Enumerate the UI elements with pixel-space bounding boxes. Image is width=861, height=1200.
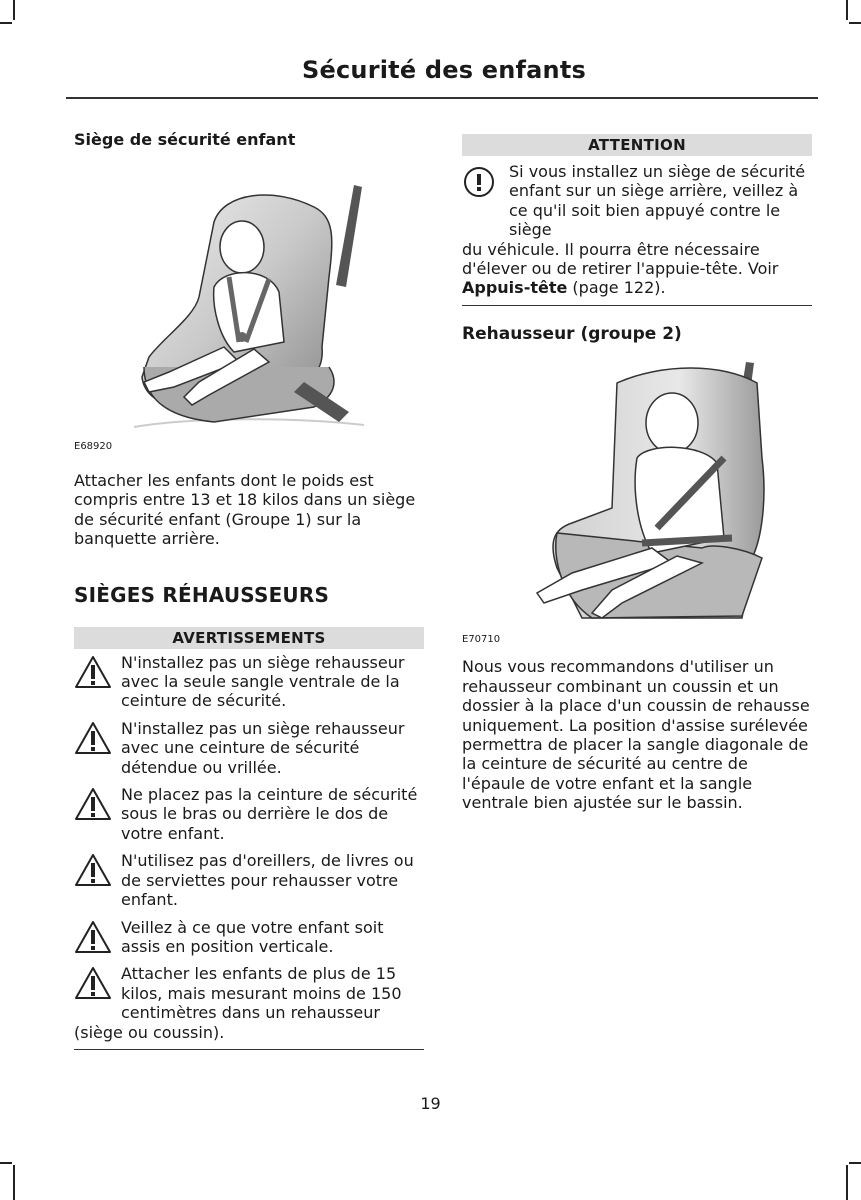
warning-item [74, 964, 424, 1042]
right-column [462, 134, 812, 813]
warning-item [74, 785, 424, 843]
child-seat-paragraph: Attacher les enfants dont le poids est compris entre 13 et 18 kilos dans un siège de sécurité enfant (Groupe 1) sur la banquette arrière. [74, 471, 416, 549]
crop-mark [846, 1165, 848, 1200]
headrest-reference-link[interactable]: Appuis-tête [462, 278, 568, 298]
section-title: SIÈGES RÉHAUSSEURS [74, 582, 330, 607]
attention-text-tail [462, 240, 812, 298]
booster-figure [462, 358, 812, 630]
warnings-header: AVERTISSEMENTS [74, 627, 424, 649]
crop-mark [849, 1162, 861, 1164]
attention-end-rule [462, 305, 812, 307]
figure-code: E68920 [74, 441, 113, 452]
crop-mark [0, 1162, 12, 1164]
crop-mark [846, 0, 848, 20]
crop-mark [849, 22, 861, 24]
booster-seat-illustration [462, 358, 812, 630]
warning-text: Veillez à ce que votre enfant soit assis en position verticale. [121, 917, 384, 956]
child-seat-illustration [74, 167, 424, 437]
attention-text: Si vous installez un siège de sécurité enfant sur un siège arrière, veillez à ce qu'il soit bien appuyé contre le siège [509, 162, 806, 240]
title-rule [66, 97, 818, 99]
warning-text: Ne placez pas la ceinture de sécurité sous le bras ou derrière le dos de votre enfant. [121, 785, 418, 843]
warning-text: N'utilisez pas d'oreillers, de livres ou de serviettes pour rehausser votre enfant. [121, 851, 414, 910]
warning-triangle-icon [74, 966, 112, 1000]
warnings-end-rule [74, 1049, 424, 1051]
crop-mark [13, 1165, 15, 1200]
warning-text: Attacher les enfants de plus de 15 kilos, mais mesurant moins de 150 centimètres dans un rehausseur [121, 964, 402, 1023]
crop-mark [0, 22, 12, 24]
warning-triangle-icon [74, 721, 112, 755]
warning-text: N'installez pas un siège rehausseur avec la seule sangle ventrale de la ceinture de sécurité. [121, 652, 405, 711]
warning-triangle-icon [74, 655, 112, 689]
left-column [74, 130, 424, 1050]
warning-item [74, 653, 424, 711]
warning-text: N'installez pas un siège rehausseur avec une ceinture de sécurité détendue ou vrillée. [121, 718, 405, 777]
warning-text-tail: (siège ou coussin). [74, 1022, 225, 1042]
attention-header: ATTENTION [462, 134, 812, 156]
warning-item [74, 918, 424, 957]
crop-mark [13, 0, 15, 20]
booster-paragraph: Nous vous recommandons d'utiliser un rehausseur combinant un coussin et un dossier à la place d'un coussin de rehausse uniquement. La position d'assise surélevée permettra de placer la sangle diagonale de la ceinture de sécurité au centre de l'épaule de votre enfant et la sangle ventrale bien ajustée sur le bassin. [462, 657, 810, 813]
caution-circle-icon [462, 165, 500, 199]
warning-triangle-icon [74, 787, 112, 821]
attention-item [462, 162, 812, 298]
attention-text-cont: du véhicule. Il pourra être nécessaire d'élever ou de retirer l'appuie-tête. Voir [462, 239, 779, 279]
child-seat-figure [74, 167, 424, 437]
warning-triangle-icon [74, 920, 112, 954]
warning-item [74, 851, 424, 909]
child-seat-subhead: Siège de sécurité enfant [74, 130, 296, 149]
figure-code: E70710 [462, 634, 501, 646]
booster-subhead: Rehausseur (groupe 2) [462, 324, 682, 345]
warning-triangle-icon [74, 853, 112, 887]
page-number: 19 [420, 1094, 441, 1113]
reference-page: (page 122). [567, 278, 666, 298]
warnings-list [74, 653, 424, 1042]
warning-item [74, 719, 424, 777]
page-title: Sécurité des enfants [302, 56, 586, 84]
